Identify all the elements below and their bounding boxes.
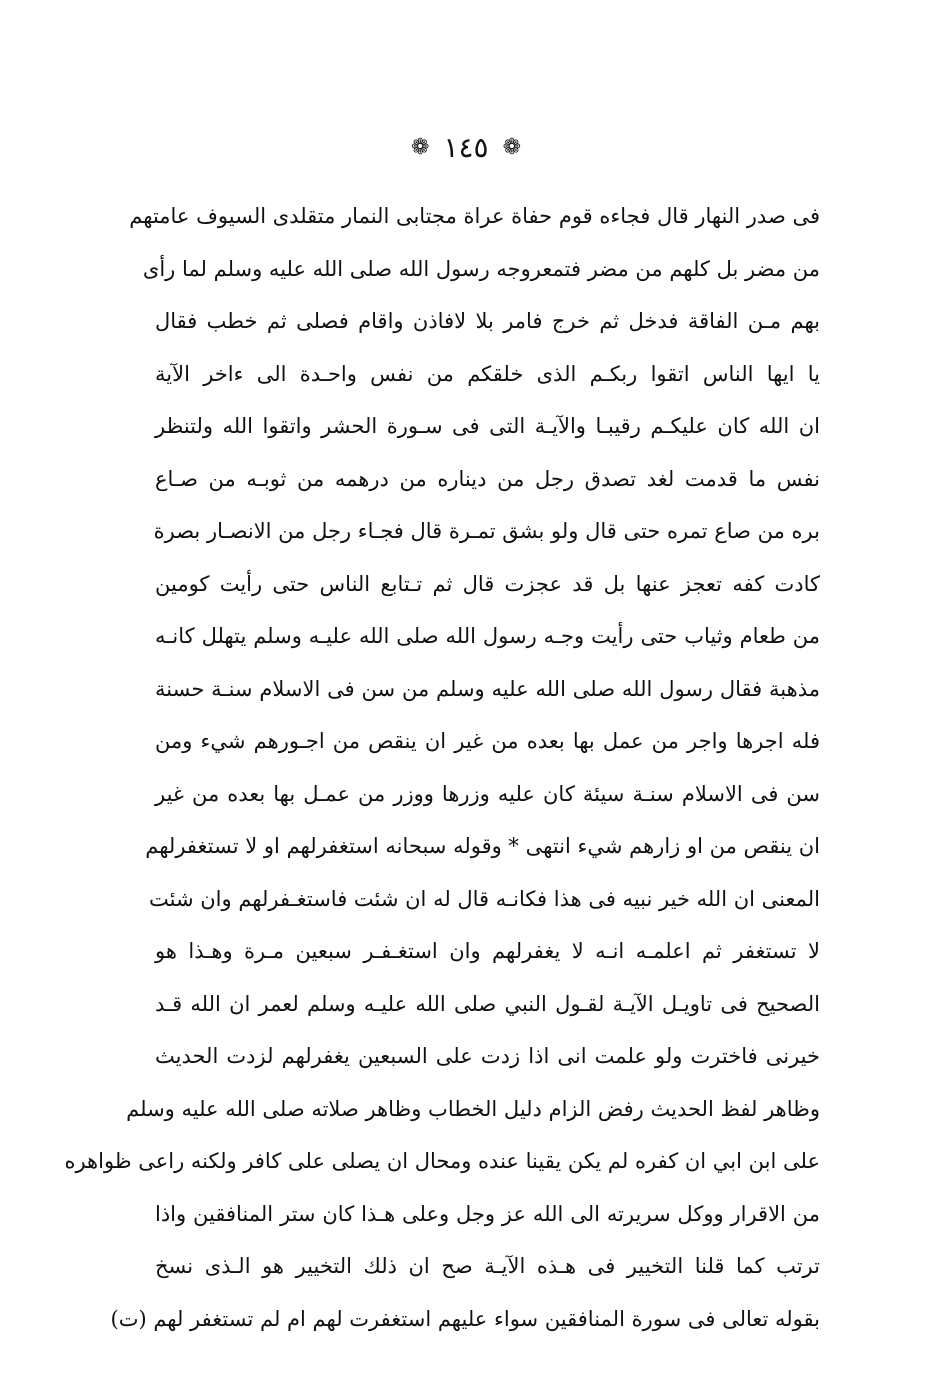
text-line: فله اجرها واجر من عمل بها بعده من غير ان ينقص من اجـورهم شيء ومن (155, 729, 820, 753)
text-line: الصحيح فى تاويـل الآيـة لقـول النبي صلى الله عليـه وسلم لعمر ان الله قـد (155, 991, 820, 1016)
text-line: وظاهر لفظ الحديث رفض الزام دليل الخطاب وظاهر صلاته صلى الله عليه وسلم (126, 1096, 820, 1121)
text-line: ان ينقص من او زارهم شيء انتهى * وقوله سبحانه استغفرلهم او لا تستغفرلهم (145, 834, 820, 858)
text-line: يا ايها الناس اتقوا ربكـم الذى خلقكم من نفس واحـدة الى ءاخر الآية (155, 361, 820, 386)
text-line: كادت كفه تعجز عنها بل قد عجزت قال ثم تـتابع الناس حتى رأيت كومين (155, 571, 820, 596)
text-line: من طعام وثياب حتى رأيت وجـه رسول الله صلى الله عليـه وسلم يتهلل كانـه (155, 624, 820, 648)
text-line: بره من صاع تمره حتى قال ولو بشق تمـرة قال فجـاء رجل من الانصـار بصرة (153, 519, 820, 543)
text-line: خيرنى فاخترت ولو علمت انى اذا زدت على السبعين يغفرلهم لزدت الحديث (155, 1044, 820, 1068)
text-line: لا تستغفر ثم اعلمـه انـه لا يغفرلهم وان استغـفـر سبعين مـرة وهـذا هو (155, 939, 820, 963)
body-text (64, 190, 820, 1345)
page-header (0, 128, 932, 168)
text-line: من مضر بل كلهم من مضر فتمعروجه رسول الله صلى الله عليه وسلم لما رأى (142, 256, 820, 281)
text-line: بقوله تعالى فى سورة المنافقين سواء عليهم استغفرت لهم ام لم تستغفر لهم (ت) (110, 1306, 820, 1331)
page-number: ١٤٥ (443, 131, 489, 164)
left-ornament-icon: ❁ (411, 135, 430, 160)
text-line: فى صدر النهار قال فجاءه قوم حفاة عراة مجتابى النمار متقلدى السيوف عامتهم (129, 204, 820, 228)
text-line: نفس ما قدمت لغد تصدق رجل من ديناره من درهمه من ثوبـه من صـاع (155, 466, 820, 491)
text-line: من الاقرار ووكل سريرته الى الله عز وجل وعلى هـذا كان ستر المنافقين واذا (155, 1201, 820, 1226)
text-line: بهم مـن الفاقة فدخل ثم خرج فامر بلا لافاذن واقام فصلى ثم خطب فقال (155, 309, 820, 333)
right-ornament-icon: ❁ (502, 135, 521, 160)
text-line: سن فى الاسلام سنـة سيئة كان عليه وزرها ووزر من عمـل بها بعده من غير (155, 781, 820, 806)
text-line: ان الله كان عليكـم رقيبـا والآيـة التى فى سـورة الحشر واتقوا الله ولتنظر (155, 414, 820, 438)
text-line: ترتب كما قلنا التخيير فى هـذه الآيـة صح ان ذلك التخيير هو الـذى نسخ (155, 1254, 820, 1278)
text-line: المعنى ان الله خير نبيه فى هذا فكانـه قال له ان شئت فاستغـفرلهم وان شئت (149, 886, 820, 911)
text-line: مذهبة فقال رسول الله صلى الله عليه وسلم من سن فى الاسلام سنـة حسنة (155, 676, 820, 701)
text-line: على ابن ابي ان كفره لم يكن يقينا عنده ومحال ان يصلى على كافر ولكنه راعى ظواهره (64, 1149, 820, 1173)
